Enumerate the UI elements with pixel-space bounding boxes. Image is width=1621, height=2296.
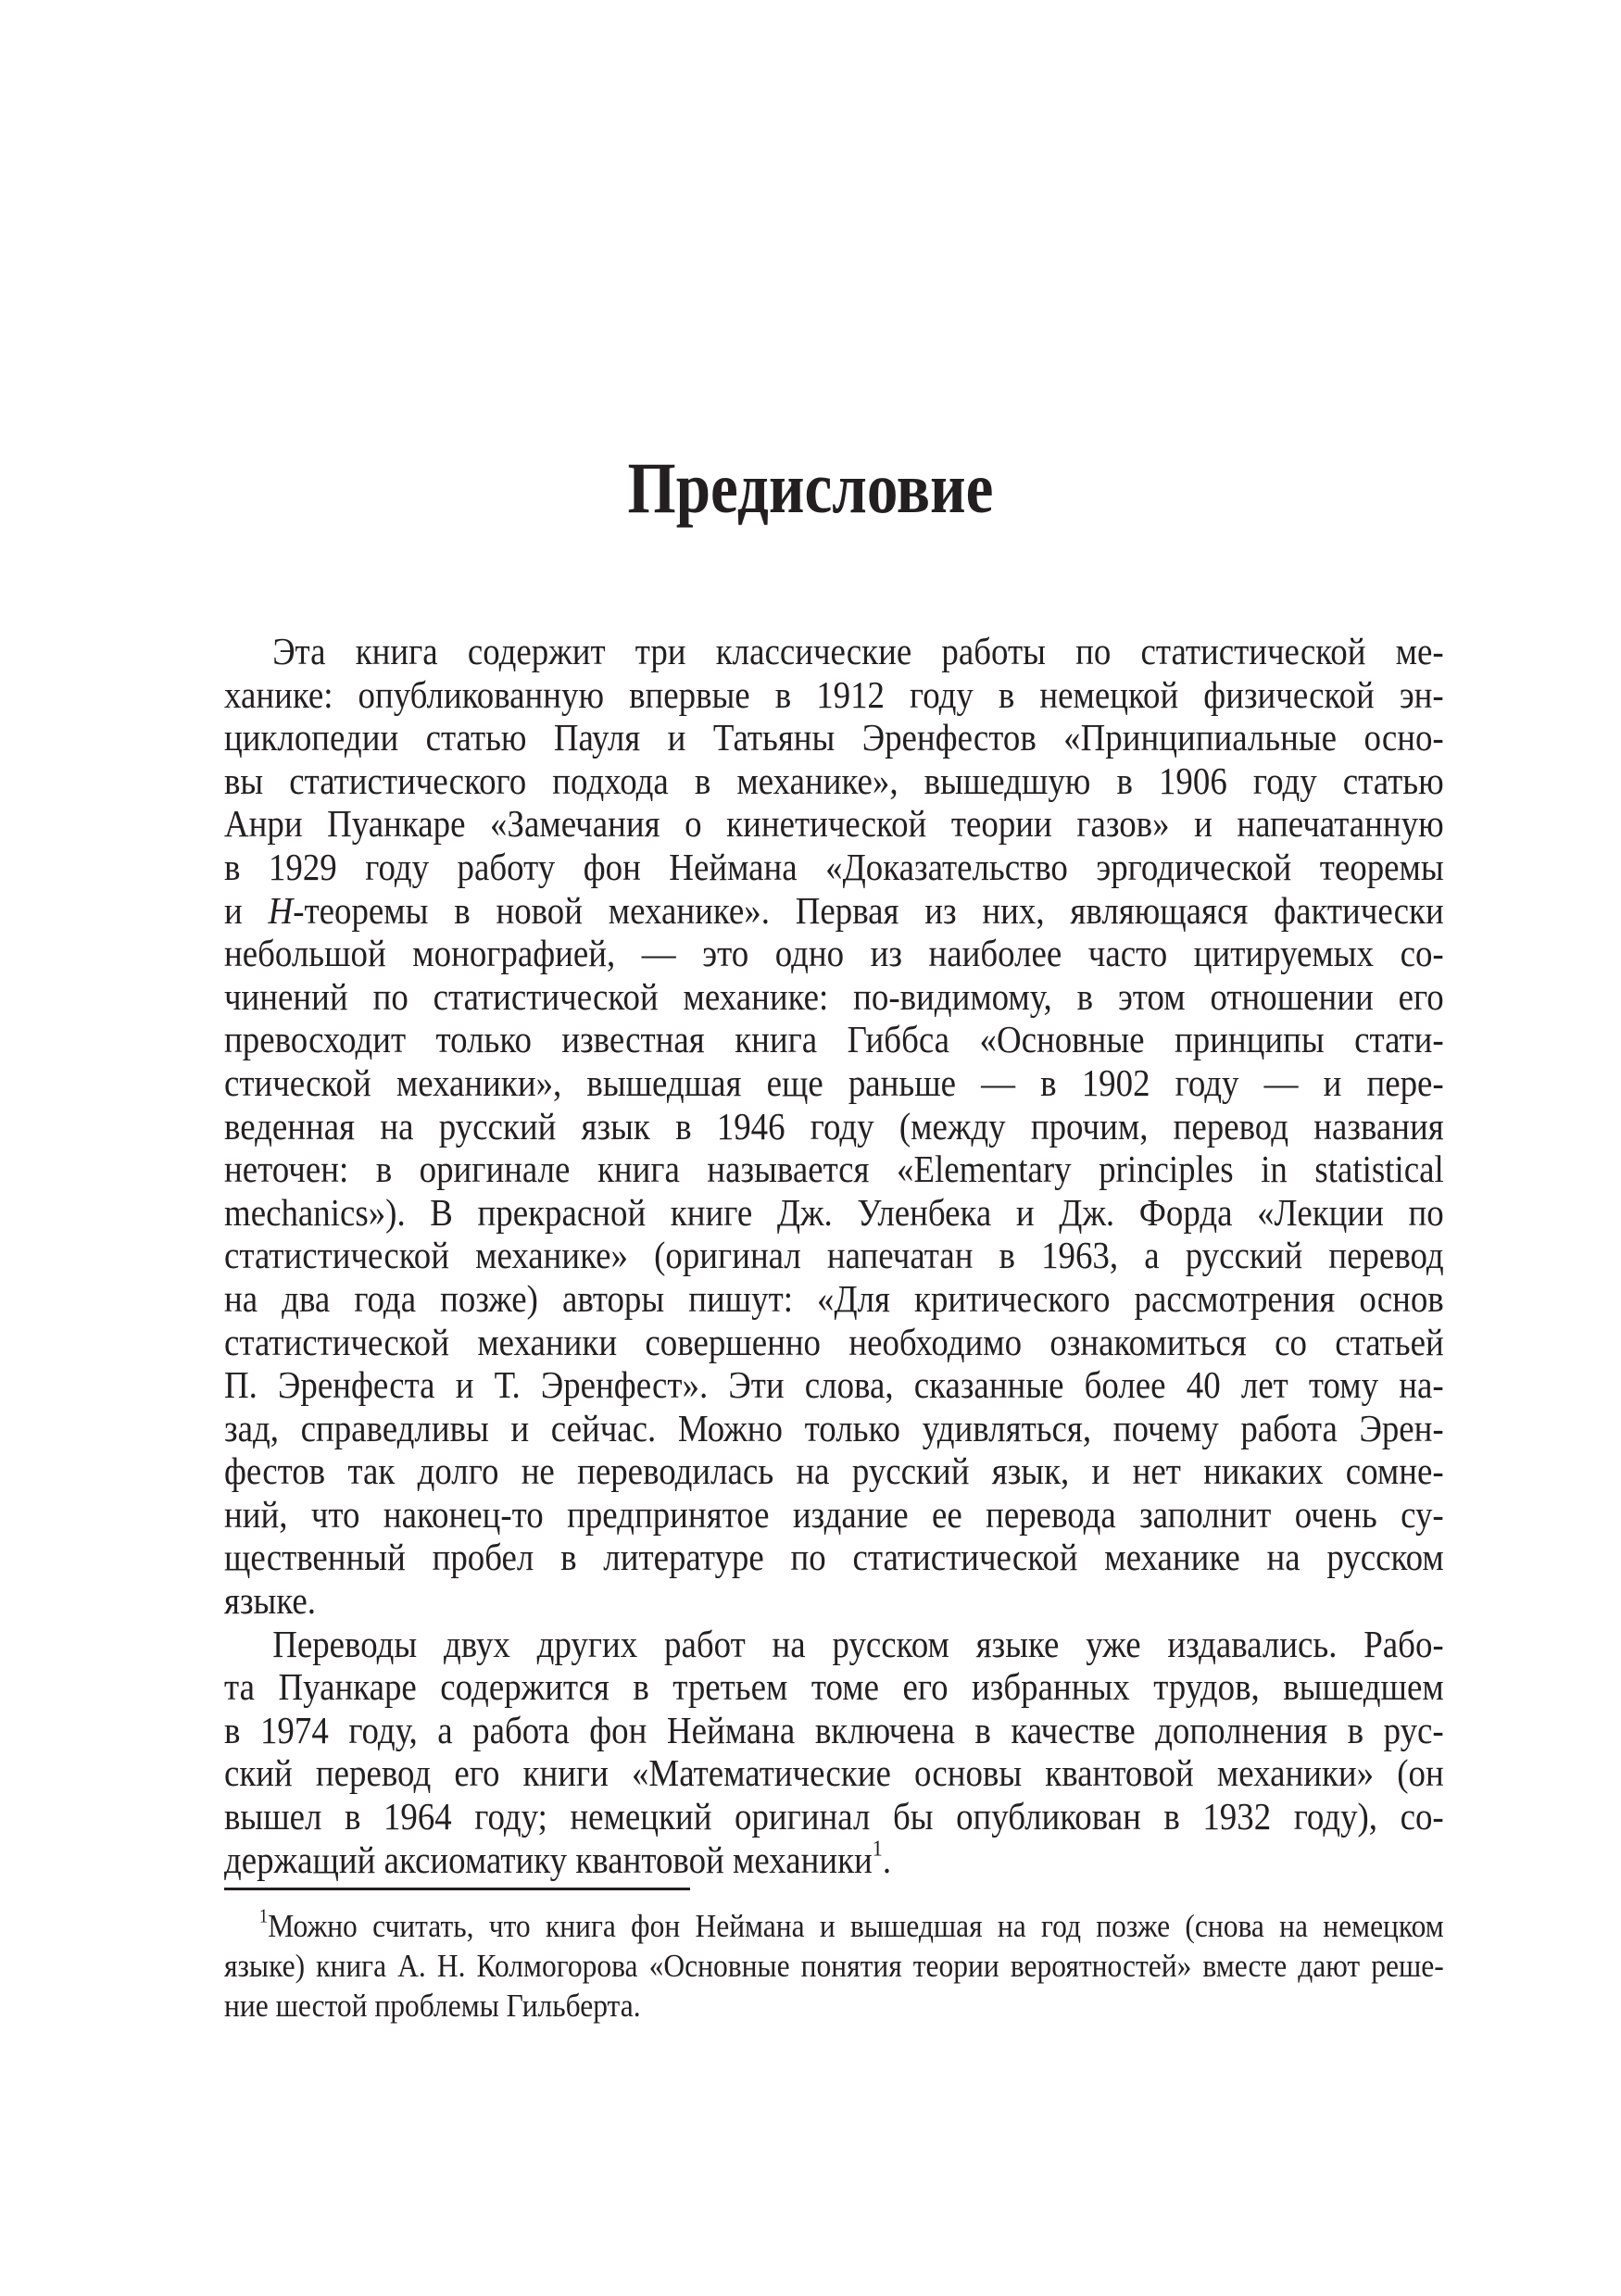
text-segment: держащий аксиоматику квантовой механики xyxy=(224,1838,873,1881)
text-line: Переводы двух других работ на русском языке уже издавались. Рабо- xyxy=(272,1622,1444,1665)
text-line: вы статистического подхода в механике», вышедшую в 1906 году статью xyxy=(224,759,1444,802)
text-line: в 1974 году, а работа фон Неймана включена в качестве дополнения в рус- xyxy=(224,1708,1444,1751)
text-line: зад, справедливы и сейчас. Можно только удивляться, почему работа Эрен- xyxy=(224,1406,1444,1449)
text-line: превосходит только известная книга Гиббса «Основные принципы стати- xyxy=(224,1018,1444,1061)
text-line: Эта книга содержит три классические работы по статистической ме- xyxy=(272,630,1444,672)
text-line: стической механики», вышедшая еще раньше — в 1902 году — и пере- xyxy=(224,1060,1444,1104)
text-segment: и xyxy=(224,888,269,932)
text-line: в 1929 году работу фон Неймана «Доказательство эргодической теоремы xyxy=(224,845,1444,888)
footnote-line: языке) книга А. Н. Колмогорова «Основные понятия теории вероятностей» вместе дают реше- xyxy=(224,1948,1444,1984)
footnote-divider xyxy=(224,1888,690,1890)
text-line: статистической механике» (оригинал напечатан в 1963, а русский перевод xyxy=(224,1234,1444,1277)
paragraph-2 xyxy=(224,1623,1579,1882)
text-line: языке. xyxy=(224,1579,316,1623)
text-line: ский перевод его книги «Математические основы квантовой механики» (он xyxy=(224,1751,1444,1795)
text-line: циклопедии статью Пауля и Татьяны Эренфестов «Принципиальные осно- xyxy=(224,716,1444,759)
text-segment: -теоремы в новой механике». Первая из них, являющаяся фактически xyxy=(293,888,1444,932)
text-line: небольшой монографией, — это одно из наиболее часто цитируемых со- xyxy=(224,932,1444,975)
text-line: чинений по статистической механике: по-видимому, в этом отношении его xyxy=(224,974,1444,1018)
text-line xyxy=(224,1838,1444,1882)
text-line: П. Эренфеста и Т. Эренфест». Эти слова, сказанные более 40 лет тому на- xyxy=(224,1363,1444,1407)
page-title: Предисловие xyxy=(627,447,994,529)
text-segment: . xyxy=(882,1838,892,1881)
body-text xyxy=(224,630,1579,1881)
text-line: mechanics»). В прекрасной книге Дж. Уленбека и Дж. Форда «Лекции по xyxy=(224,1190,1444,1234)
text-line: Анри Пуанкаре «Замечания о кинетической теории газов» и напечатанную xyxy=(224,802,1444,846)
text-line: ханике: опубликованную впервые в 1912 году в немецкой физической эн- xyxy=(224,672,1444,716)
text-line: ний, что наконец-то предпринятое издание ее перевода заполнит очень су- xyxy=(224,1492,1444,1536)
text-line: щественный пробел в литературе по статистической механике на русском xyxy=(224,1536,1444,1579)
text-line: вышел в 1964 году; немецкий оригинал бы опубликован в 1932 году), со- xyxy=(224,1795,1444,1838)
footnote-line: ние шестой проблемы Гильберта. xyxy=(224,1988,641,2024)
text-line xyxy=(224,889,1444,933)
text-line: статистической механики совершенно необходимо ознакомиться со статьей xyxy=(224,1320,1444,1363)
footnote-mark: 1 xyxy=(258,1904,269,1927)
math-symbol-h: H xyxy=(268,888,294,932)
text-line: фестов так долго не переводилась на русский язык, и нет никаких сомне- xyxy=(224,1449,1444,1493)
text-segment: Можно считать, что книга фон Неймана и вышедшая на год позже (снова на немецком xyxy=(268,1908,1444,1944)
paragraph-1 xyxy=(224,630,1579,1623)
text-line: та Пуанкаре содержится в третьем томе его избранных трудов, вышедшем xyxy=(224,1665,1444,1709)
text-line: веденная на русский язык в 1946 году (между прочим, перевод названия xyxy=(224,1104,1444,1148)
footnote-line xyxy=(224,1906,1444,1946)
text-line: на два года позже) авторы пишут: «Для критического рассмотрения основ xyxy=(224,1276,1444,1320)
footnote xyxy=(224,1906,1579,2026)
footnote-reference[interactable]: 1 xyxy=(872,1836,883,1862)
text-line: неточен: в оригинале книга называется «Elementary principles in statistical xyxy=(224,1148,1444,1191)
